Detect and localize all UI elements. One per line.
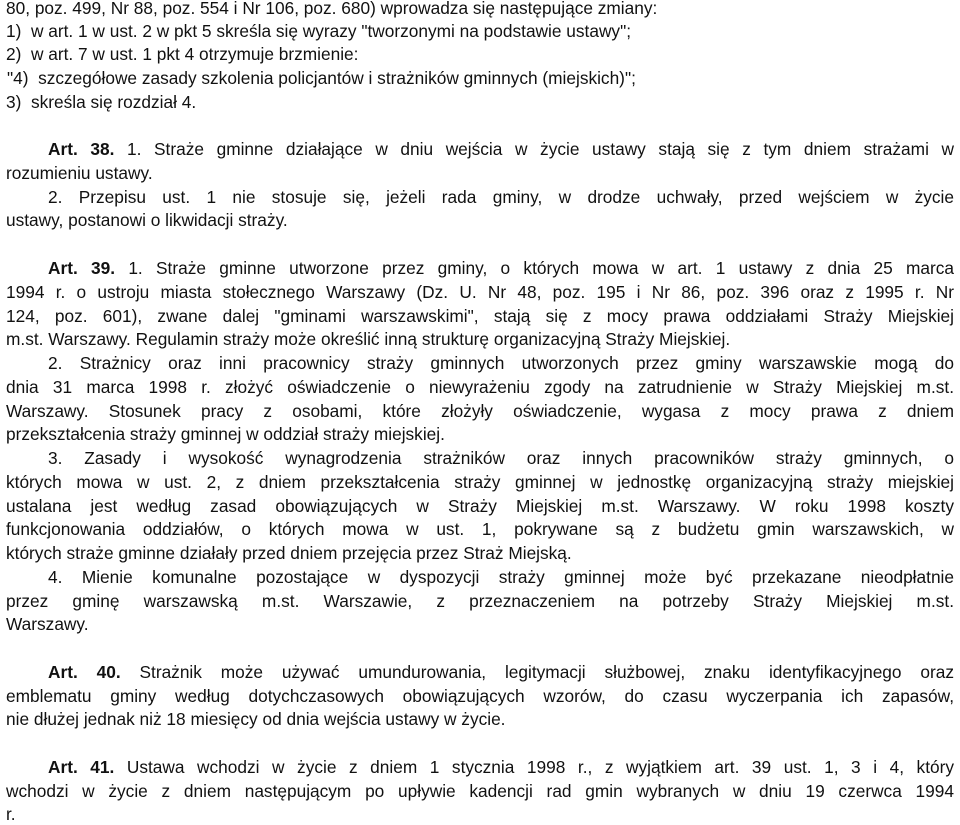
art40-line-2: emblematu gminy według dotychczasowych obowiązujących wzorów, do czasu wyczerpania ich zapasów, [6,686,954,706]
art38-line-3: 2. Przepisu ust. 1 nie stosuje się, jeżeli rada gminy, w drodze uchwały, przed wejściem w życie [48,187,954,207]
intro-line: 80, poz. 499, Nr 88, poz. 554 i Nr 106, poz. 680) wprowadza się następujące zmiany: [6,0,658,18]
art40-line-3: nie dłużej jednak niż 18 miesięcy od dnia wejścia ustawy w życie. [6,709,506,729]
art39-line-6: dnia 31 marca 1998 r. złożyć oświadczenie o niewyrażeniu zgody na zatrudnienie w Straży Miejskiej m.st. [6,377,954,397]
art39-line-13: których straże gminne działały przed dniem przejęcia przez Straż Miejską. [6,543,572,563]
amendment-item-2-quote: "4) szczegółowe zasady szkolenia policjantów i strażników gminnych (miejskich)"; [7,68,636,88]
amendment-item-3: 3) skreśla się rozdział 4. [6,92,197,112]
art41-text: Ustawa wchodzi w życie z dniem 1 stycznia 1998 r., z wyjątkiem art. 39 ust. 1, 3 i 4, który [114,757,955,777]
art38-line-4: ustawy, postanowi o likwidacji straży. [6,210,288,230]
art41-label: Art. 41. [48,757,115,777]
art39-line-12: funkcjonowania oddziałów, o których mowa w ust. 1, pokrywane są z budżetu gmin warszawskich, w [6,519,954,539]
art38-text: 1. Straże gminne działające w dniu wejścia w życie ustawy stają się z tym dniem strażami w [114,139,954,159]
art39-line-16: Warszawy. [6,614,89,634]
art39-line-7: Warszawy. Stosunek pracy z osobami, które złożyły oświadczenie, wygasa z mocy prawa z dniem [6,401,954,421]
art41-line-2: wchodzi w życie z dniem następującym po upływie kadencji rad gmin wybranych w dniu 19 czerwca 1994 [6,781,954,801]
art38-label: Art. 38. [48,139,115,159]
art39-line-1 [48,257,954,279]
art38-line-1 [48,138,954,160]
art39-label: Art. 39. [48,258,116,278]
art39-line-9: 3. Zasady i wysokość wynagrodzenia strażników oraz innych pracowników straży gminnych, o [48,448,954,468]
art39-line-5: 2. Strażnicy oraz inni pracownicy straży gminnych utworzonych przez gminy warszawskie mogą do [48,353,954,373]
amendment-item-2: 2) w art. 7 w ust. 1 pkt 4 otrzymuje brzmienie: [6,44,359,64]
art39-line-15: przez gminę warszawską m.st. Warszawie, z przeznaczeniem na potrzeby Straży Miejskiej m.st. [6,591,954,611]
art39-line-14: 4. Mienie komunalne pozostające w dyspozycji straży gminnej może być przekazane nieodpłatnie [48,567,954,587]
art40-line-1 [48,661,954,683]
art41-line-1 [48,756,954,778]
art39-line-4: m.st. Warszawy. Regulamin straży może określić inną strukturę organizacyjną Straży Miejskiej. [6,329,731,349]
art39-line-8: przekształcenia straży gminnej w oddział straży miejskiej. [6,424,445,444]
art39-line-2: 1994 r. o ustroju miasta stołecznego Warszawy (Dz. U. Nr 48, poz. 195 i Nr 86, poz. 396 oraz z 1995 r. Nr [6,282,954,302]
art39-text: 1. Straże gminne utworzone przez gminy, o których mowa w art. 1 ustawy z dnia 25 marca [115,258,954,278]
art40-label: Art. 40. [48,662,121,682]
amendment-item-1: 1) w art. 1 w ust. 2 w pkt 5 skreśla się wyrazy "tworzonymi na podstawie ustawy"; [6,21,632,41]
art39-line-3: 124, poz. 601), zwane dalej "gminami warszawskimi", stają się z mocy prawa oddziałami Straży Miejskiej [6,306,954,326]
art39-line-11: ustalana jest według zasad obowiązujących w Straży Miejskiej m.st. Warszawy. W roku 1998 koszty [6,496,954,516]
art41-line-3: r. [6,804,16,824]
art40-text: Strażnik może używać umundurowania, legitymacji służbowej, znaku identyfikacyjnego oraz [120,662,954,682]
art39-line-10: których mowa w ust. 2, z dniem przekształcenia straży gminnej w jednostkę organizacyjną straży miejskiej [6,472,954,492]
art38-line-2: rozumieniu ustawy. [6,163,153,183]
